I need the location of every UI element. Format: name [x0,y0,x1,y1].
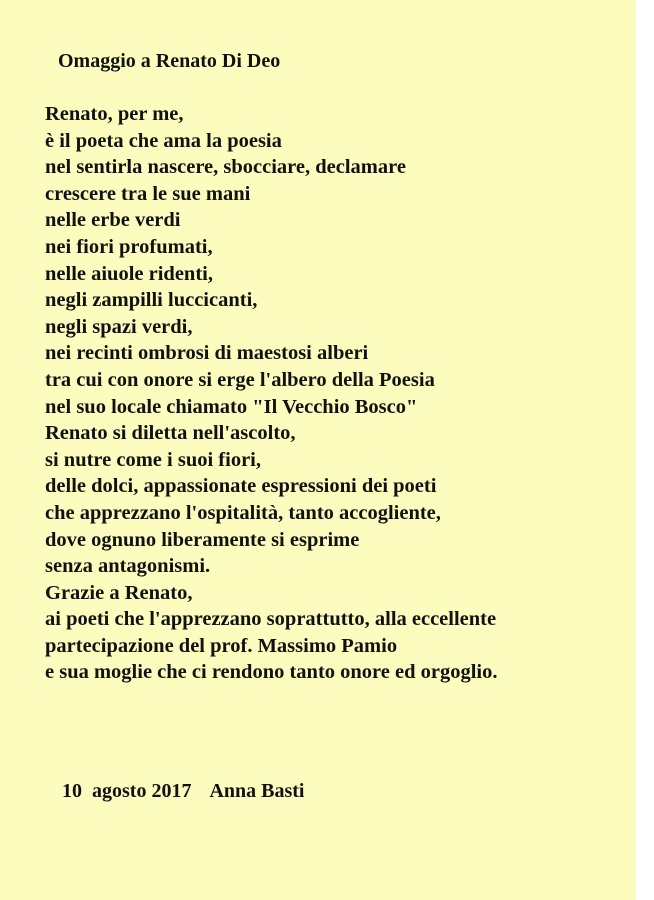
poem-line: partecipazione del prof. Massimo Pamio [45,634,398,657]
poem-line: nei fiori profumati, [45,235,213,258]
poem-line: nel sentirla nascere, sbocciare, declamare [45,156,406,179]
poem-body [45,101,498,686]
poem-line: senza antagonismi. [45,555,211,578]
poem-line: delle dolci, appassionate espressioni dei poeti [45,475,437,498]
poem-line: negli spazi verdi, [45,315,193,338]
poem-line: ai poeti che l'apprezzano soprattutto, alla eccellente [45,608,497,631]
poem-line: nel suo locale chiamato "Il Vecchio Bosco" [45,395,418,418]
poem-line: Grazie a Renato, [45,581,193,604]
poem-line: è il poeta che ama la poesia [45,129,282,152]
poem-line: nei recinti ombrosi di maestosi alberi [45,342,369,365]
poem-line: e sua moglie che ci rendono tanto onore ed orgoglio. [45,661,498,684]
poem-line: che apprezzano l'ospitalità, tanto accogliente, [45,501,441,524]
poem-line: nelle erbe verdi [45,209,181,232]
poem-line: Renato si diletta nell'ascolto, [45,422,296,445]
signature-date: 10 agosto 2017 [62,780,192,802]
signature-line [62,780,304,803]
poem-line: si nutre come i suoi fiori, [45,448,261,471]
poem-line: dove ognuno liberamente si esprime [45,528,360,551]
poem-line: negli zampilli luccicanti, [45,289,258,312]
poem-line: Renato, per me, [45,103,184,125]
poem-line: nelle aiuole ridenti, [45,262,213,285]
poem-title: Omaggio a Renato Di Deo [58,50,281,72]
signature-author: Anna Basti [209,780,305,802]
poem-line: crescere tra le sue mani [45,182,251,205]
poem-line: tra cui con onore si erge l'albero della Poesia [45,368,435,391]
